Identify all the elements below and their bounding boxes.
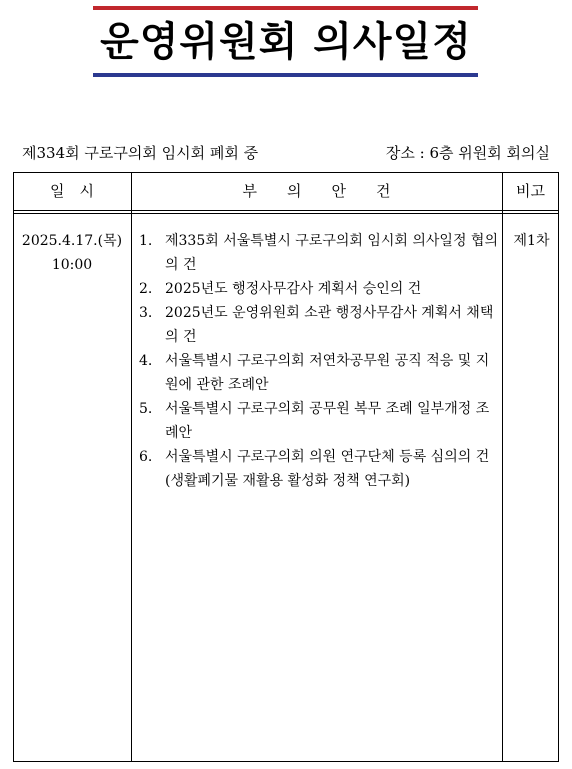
header-agenda: 부 의 안 건: [242, 182, 391, 200]
agenda-item-number: 1.: [139, 233, 153, 249]
title-bottom-rule: [93, 73, 478, 77]
table-border-right: [558, 172, 559, 762]
agenda-item-number: 3.: [139, 305, 153, 321]
agenda-item-number: 5.: [139, 401, 153, 417]
meeting-datetime: [13, 229, 131, 277]
meeting-date: 2025.4.17.(목): [21, 233, 123, 249]
location-info: 장소 : 6층 위원회 회의실: [385, 144, 550, 162]
agenda-item: [139, 301, 501, 349]
agenda-item: [139, 397, 501, 445]
agenda-item: [139, 445, 501, 493]
session-info: 제334회 구로구의회 임시회 폐회 중: [22, 144, 259, 162]
page-title: 운영위원회 의사일정: [100, 19, 472, 65]
meeting-round: 제1차: [513, 233, 550, 249]
agenda-item-text: 2025년도 행정사무감사 계획서 승인의 건: [165, 281, 422, 297]
header-divider-double: [13, 213, 559, 214]
agenda-item-number: 6.: [139, 449, 153, 465]
header-date: 일 시: [50, 182, 94, 200]
agenda-item: [139, 277, 501, 301]
agenda-item-text: 서울특별시 구로구의회 저연차공무원 공직 적응 및 지원에 관한 조례안: [165, 353, 490, 393]
agenda-item-text: 서울특별시 구로구의회 공무원 복무 조례 일부개정 조례안: [165, 401, 490, 441]
agenda-item-text: 서울특별시 구로구의회 의원 연구단체 등록 심의의 건 (생활폐기물 재활용 활성화 정책 연구회): [165, 449, 490, 489]
agenda-item-number: 2.: [139, 281, 153, 297]
agenda-item-text: 제335회 서울특별시 구로구의회 임시회 의사일정 협의의 건: [165, 233, 498, 273]
agenda-item-text: 2025년도 운영위원회 소관 행정사무감사 계획서 채택의 건: [165, 305, 494, 345]
table-border-bottom: [13, 761, 559, 762]
header-divider: [13, 210, 559, 211]
meeting-time: 10:00: [51, 257, 93, 273]
agenda-item: [139, 349, 501, 397]
column-divider-date: [131, 172, 132, 762]
column-divider-note: [502, 172, 503, 762]
header-note: 비고: [516, 182, 545, 200]
agenda-item: [139, 229, 501, 277]
agenda-list: [139, 229, 501, 493]
title-top-rule: [93, 6, 478, 10]
agenda-item-number: 4.: [139, 353, 153, 369]
agenda-table: [13, 172, 559, 762]
